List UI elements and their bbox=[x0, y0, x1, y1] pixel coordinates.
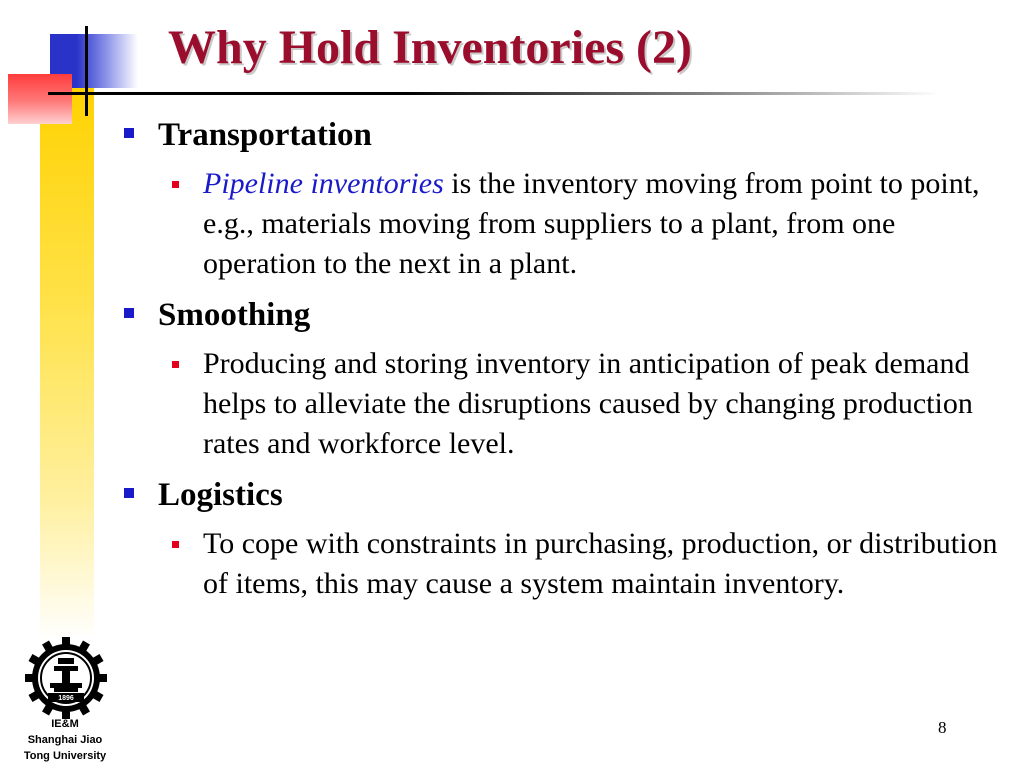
logo-year: 1896 bbox=[58, 695, 74, 702]
list-item bbox=[158, 164, 998, 284]
deco-red-block bbox=[8, 74, 72, 124]
emphasis-term: Pipeline inventories bbox=[203, 167, 444, 200]
deco-yellow-bar bbox=[40, 84, 94, 640]
list-item bbox=[158, 524, 998, 604]
section-heading: Transportation bbox=[158, 117, 372, 153]
square-bullet-icon bbox=[124, 488, 134, 498]
section-smoothing bbox=[118, 292, 998, 464]
institution-line: IE&M bbox=[51, 718, 79, 730]
slide-title: Why Hold Inventories (2) bbox=[168, 21, 693, 74]
item-text bbox=[203, 344, 998, 464]
slide-content bbox=[118, 112, 998, 612]
section-heading: Logistics bbox=[158, 477, 283, 513]
section-heading: Smoothing bbox=[158, 297, 311, 333]
item-text bbox=[203, 164, 998, 284]
page-number: 8 bbox=[938, 718, 947, 737]
item-body: To cope with constraints in purchasing, production, or distribution of items, this may cause a system maintain inventory. bbox=[203, 527, 998, 600]
university-logo-icon bbox=[24, 636, 108, 720]
item-text bbox=[203, 524, 998, 604]
square-bullet-icon bbox=[124, 128, 134, 138]
institution-line: Tong University bbox=[23, 750, 107, 762]
deco-vertical-line bbox=[85, 26, 88, 116]
square-bullet-icon bbox=[172, 361, 179, 368]
list-item bbox=[158, 344, 998, 464]
section-transportation bbox=[118, 112, 998, 284]
institution-name bbox=[0, 716, 130, 764]
square-bullet-icon bbox=[172, 541, 179, 548]
section-logistics bbox=[118, 472, 998, 604]
deco-horizontal-line bbox=[48, 92, 940, 95]
square-bullet-icon bbox=[172, 181, 179, 188]
item-body: is the inventory moving from point to point, e.g., materials moving from suppliers to a plant, from one operation to the next in a plant. bbox=[203, 167, 980, 280]
item-body: Producing and storing inventory in anticipation of peak demand helps to alleviate the disruptions caused by changing production rates and workforce level. bbox=[203, 347, 973, 460]
square-bullet-icon bbox=[124, 308, 134, 318]
institution-line: Shanghai Jiao bbox=[27, 734, 103, 746]
